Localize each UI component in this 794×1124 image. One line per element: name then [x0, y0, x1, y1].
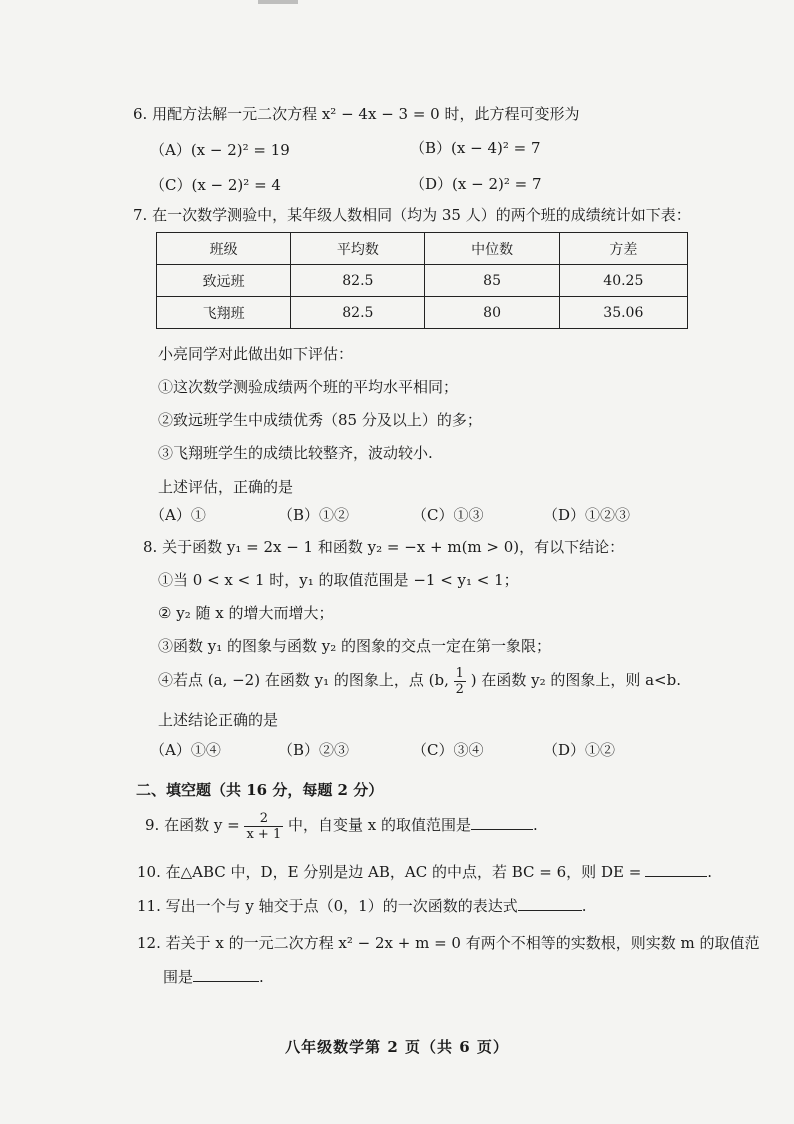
q6-option-a: （A）(x − 2)² = 19: [150, 141, 290, 159]
score-stats-table: [156, 232, 688, 329]
table-cell: 80: [425, 297, 559, 329]
q6-option-b: （B）(x − 4)² = 7: [410, 139, 541, 157]
table-cell: 40.25: [559, 265, 687, 297]
q9-post: 中，自变量 x 的取值范围是: [288, 816, 471, 834]
q6-option-d: （D）(x − 2)² = 7: [410, 175, 542, 193]
q6-option-c: （C）(x − 2)² = 4: [150, 176, 281, 194]
q9-end: .: [533, 816, 538, 834]
table-cell: 35.06: [559, 297, 687, 329]
table-cell: 85: [425, 265, 559, 297]
q12-line-1: 12. 若关于 x 的一元二次方程 x² − 2x + m = 0 有两个不相等的实数根，则实数 m 的取值范: [137, 934, 760, 952]
q11-answer-blank[interactable]: [518, 896, 582, 911]
q8-statement-4: [158, 662, 681, 698]
q10-text: 10. 在△ABC 中，D，E 分别是边 AB，AC 的中点，若 BC = 6，则 DE =: [137, 863, 642, 881]
q9-answer-blank[interactable]: [471, 815, 533, 830]
q7-option-c: （C）①③: [412, 506, 484, 524]
table-cell: 82.5: [291, 265, 425, 297]
q12-end: .: [259, 968, 264, 986]
q11: [137, 896, 587, 916]
q7-option-b: （B）①②: [278, 506, 350, 524]
q8-s4-pre: ④若点 (a, −2) 在函数 y₁ 的图象上，点 (b,: [158, 671, 449, 689]
table-cell: 致远班: [157, 265, 291, 297]
q8-option-c: （C）③④: [412, 741, 484, 759]
fraction-denominator: x + 1: [246, 826, 282, 842]
table-header-row: [157, 233, 688, 265]
q7-ask: 上述评估，正确的是: [158, 478, 294, 496]
q7-intro: 小亮同学对此做出如下评估：: [158, 345, 354, 363]
q12-line-2: [163, 967, 264, 987]
table-cell: 82.5: [291, 297, 425, 329]
q8-stem: 8. 关于函数 y₁ = 2x − 1 和函数 y₂ = −x + m(m > 0)，有以下结论：: [143, 538, 625, 556]
q7-statement-3: ③飞翔班学生的成绩比较整齐，波动较小.: [158, 444, 433, 462]
q7-option-a: （A）①: [150, 506, 206, 524]
fraction-one-half: [454, 666, 466, 697]
fraction-numerator: 1: [455, 665, 464, 681]
q12-line2-text: 围是: [163, 968, 194, 986]
q8-statement-2: ② y₂ 随 x 的增大而增大；: [158, 604, 334, 622]
table-cell: 飞翔班: [157, 297, 291, 329]
table-header: 方差: [559, 233, 687, 265]
page-footer: 八年级数学第 2 页（共 6 页）: [285, 1038, 509, 1056]
fraction-denominator: 2: [455, 681, 464, 697]
q10: [137, 862, 712, 882]
q7-stem: 7. 在一次数学测验中，某年级人数相同（均为 35 人）的两个班的成绩统计如下表：: [133, 206, 691, 224]
fraction-numerator: 2: [244, 811, 283, 827]
table-header: 班级: [157, 233, 291, 265]
scan-mark: [258, 0, 298, 4]
q11-end: .: [581, 897, 587, 915]
table-header: 中位数: [425, 233, 559, 265]
q8-ask: 上述结论正确的是: [158, 711, 279, 729]
q10-answer-blank[interactable]: [645, 862, 707, 877]
q11-text: 11. 写出一个与 y 轴交于点（0，1）的一次函数的表达式: [137, 897, 518, 915]
q6-stem: 6. 用配方法解一元二次方程 x² − 4x − 3 = 0 时，此方程可变形为: [133, 105, 580, 123]
q8-s4-post: ) 在函数 y₂ 的图象上，则 a<b.: [470, 671, 681, 689]
q8-option-d: （D）①②: [543, 741, 616, 759]
table-header: 平均数: [291, 233, 425, 265]
q12-answer-blank[interactable]: [193, 967, 259, 982]
q8-statement-3: ③函数 y₁ 的图象与函数 y₂ 的图象的交点一定在第一象限；: [158, 637, 552, 655]
q8-option-a: （A）①④: [150, 741, 221, 759]
q9-pre: 9. 在函数 y =: [145, 816, 240, 834]
table-row: [157, 297, 688, 329]
q7-statement-2: ②致远班学生中成绩优秀（85 分及以上）的多；: [158, 411, 482, 429]
q8-statement-1: ①当 0 < x < 1 时，y₁ 的取值范围是 −1 < y₁ < 1；: [158, 571, 519, 589]
q7-statement-1: ①这次数学测验成绩两个班的平均水平相同；: [158, 378, 459, 396]
q9: [145, 805, 538, 845]
q10-end: .: [707, 863, 713, 881]
fraction-2-over-x-plus-1: [244, 811, 283, 842]
section-heading-fill-in: 二、填空题（共 16 分，每题 2 分）: [136, 781, 384, 799]
table-row: [157, 265, 688, 297]
q8-option-b: （B）②③: [278, 741, 350, 759]
q7-option-d: （D）①②③: [543, 506, 631, 524]
